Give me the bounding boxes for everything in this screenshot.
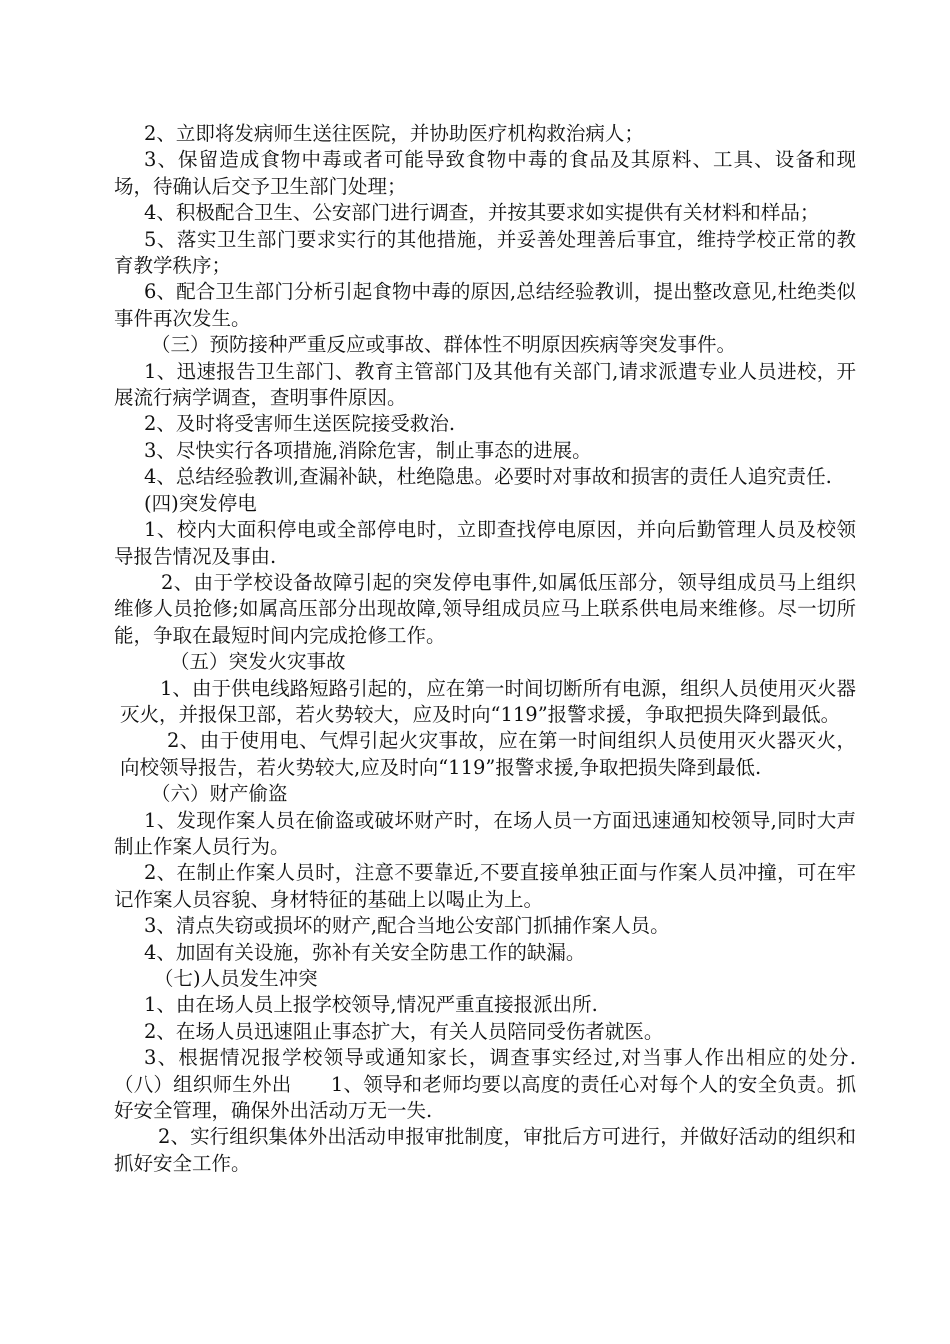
paragraph-8-2: 2、实行组织集体外出活动申报审批制度，审批后方可进行，并做好活动的组织和抓好安全工作。 bbox=[114, 1125, 856, 1175]
paragraph-measure-6: 6、配合卫生部门分析引起食物中毒的原因,总结经验教训，提出整改意见,杜绝类似事件再次发生。 bbox=[114, 280, 856, 330]
paragraph-4-2: 2、由于学校设备故障引起的突发停电事件,如属低压部分，领导组成员马上组织维修人员抢修;如属高压部分出现故障,领导组成员应马上联系供电局来维修。尽一切所能，争取在最短时间内完成抢修工作。 bbox=[114, 570, 856, 647]
section-heading-4: (四)突发停电 bbox=[144, 491, 257, 515]
paragraph-6-2: 2、在制止作案人员时，注意不要靠近,不要直接单独正面与作案人员冲撞，可在牢记作案人员容貌、身材特征的基础上以喝止为上。 bbox=[114, 861, 856, 911]
paragraph-4-1: 1、校内大面积停电或全部停电时，立即查找停电原因，并向后勤管理人员及校领导报告情况及事由. bbox=[114, 518, 856, 568]
paragraph-3-3: 3、尽快实行各项措施,消除危害，制止事态的进展。 bbox=[144, 438, 592, 462]
paragraph-measure-3: 3、保留造成食物中毒或者可能导致食物中毒的食品及其原料、工具、设备和现场，待确认后交予卫生部门处理； bbox=[114, 148, 856, 198]
paragraph-7-3: 3、根据情况报学校领导或通知家长，调查事实经过,对当事人作出相应的处分. （八）组织师生外出 1、领导和老师均要以高度的责任心对每个人的安全负责。抓好安全管理，确保外出活动万无一失. bbox=[114, 1046, 876, 1123]
paragraph-3-2: 2、及时将受害师生送医院接受救治. bbox=[144, 412, 456, 436]
paragraph-3-4: 4、总结经验教训,查漏补缺，杜绝隐患。必要时对事故和损害的责任人追究责任. bbox=[144, 465, 832, 489]
paragraph-5-2: 2、由于使用电、气焊引起火灾事故，应在第一时间组织人员使用灭火器灭火，向校领导报告，若火势较大,应及时向“119”报警求援,争取把损失降到最低. bbox=[120, 729, 856, 779]
section-heading-3: （三）预防接种严重反应或事故、群体性不明原因疾病等突发事件。 bbox=[151, 333, 737, 357]
section-heading-7: （七)人员发生冲突 bbox=[154, 967, 318, 990]
paragraph-measure-5: 5、落实卫生部门要求实行的其他措施，并妥善处理善后事宜，维持学校正常的教育教学秩序； bbox=[114, 227, 856, 278]
section-heading-6: （六）财产偷盗 bbox=[151, 782, 288, 806]
paragraph-6-1: 1、发现作案人员在偷盗或破坏财产时，在场人员一方面迅速通知校领导,同时大声制止作案人员行为。 bbox=[114, 808, 856, 858]
paragraph-measure-4: 4、积极配合卫生、公安部门进行调查，并按其要求如实提供有关材料和样品； bbox=[144, 201, 820, 225]
paragraph-7-2: 2、在场人员迅速阻止事态扩大，有关人员陪同受伤者就医。 bbox=[144, 1019, 664, 1043]
paragraph-6-4: 4、加固有关设施，弥补有关安全防患工作的缺漏。 bbox=[144, 940, 586, 964]
document-page bbox=[114, 121, 876, 1177]
paragraph-3-1: 1、迅速报告卫生部门、教育主管部门及其他有关部门,请求派遣专业人员进校，开展流行病学调查，查明事件原因。 bbox=[114, 359, 856, 410]
paragraph-6-3: 3、清点失窃或损坏的财产,配合当地公安部门抓捕作案人员。 bbox=[144, 914, 670, 938]
section-heading-5: （五）突发火灾事故 bbox=[170, 650, 346, 674]
paragraph-measure-2: 2、立即将发病师生送往医院，并协助医疗机构救治病人； bbox=[144, 122, 644, 145]
paragraph-5-1: 1、由于供电线路短路引起的，应在第一时间切断所有电源，组织人员使用灭火器灭火，并报保卫部，若火势较大，应及时向“119”报警求援，争取把损失降到最低。 bbox=[120, 676, 856, 726]
paragraph-7-1: 1、由在场人员上报学校领导,情况严重直接报派出所. bbox=[144, 993, 598, 1017]
